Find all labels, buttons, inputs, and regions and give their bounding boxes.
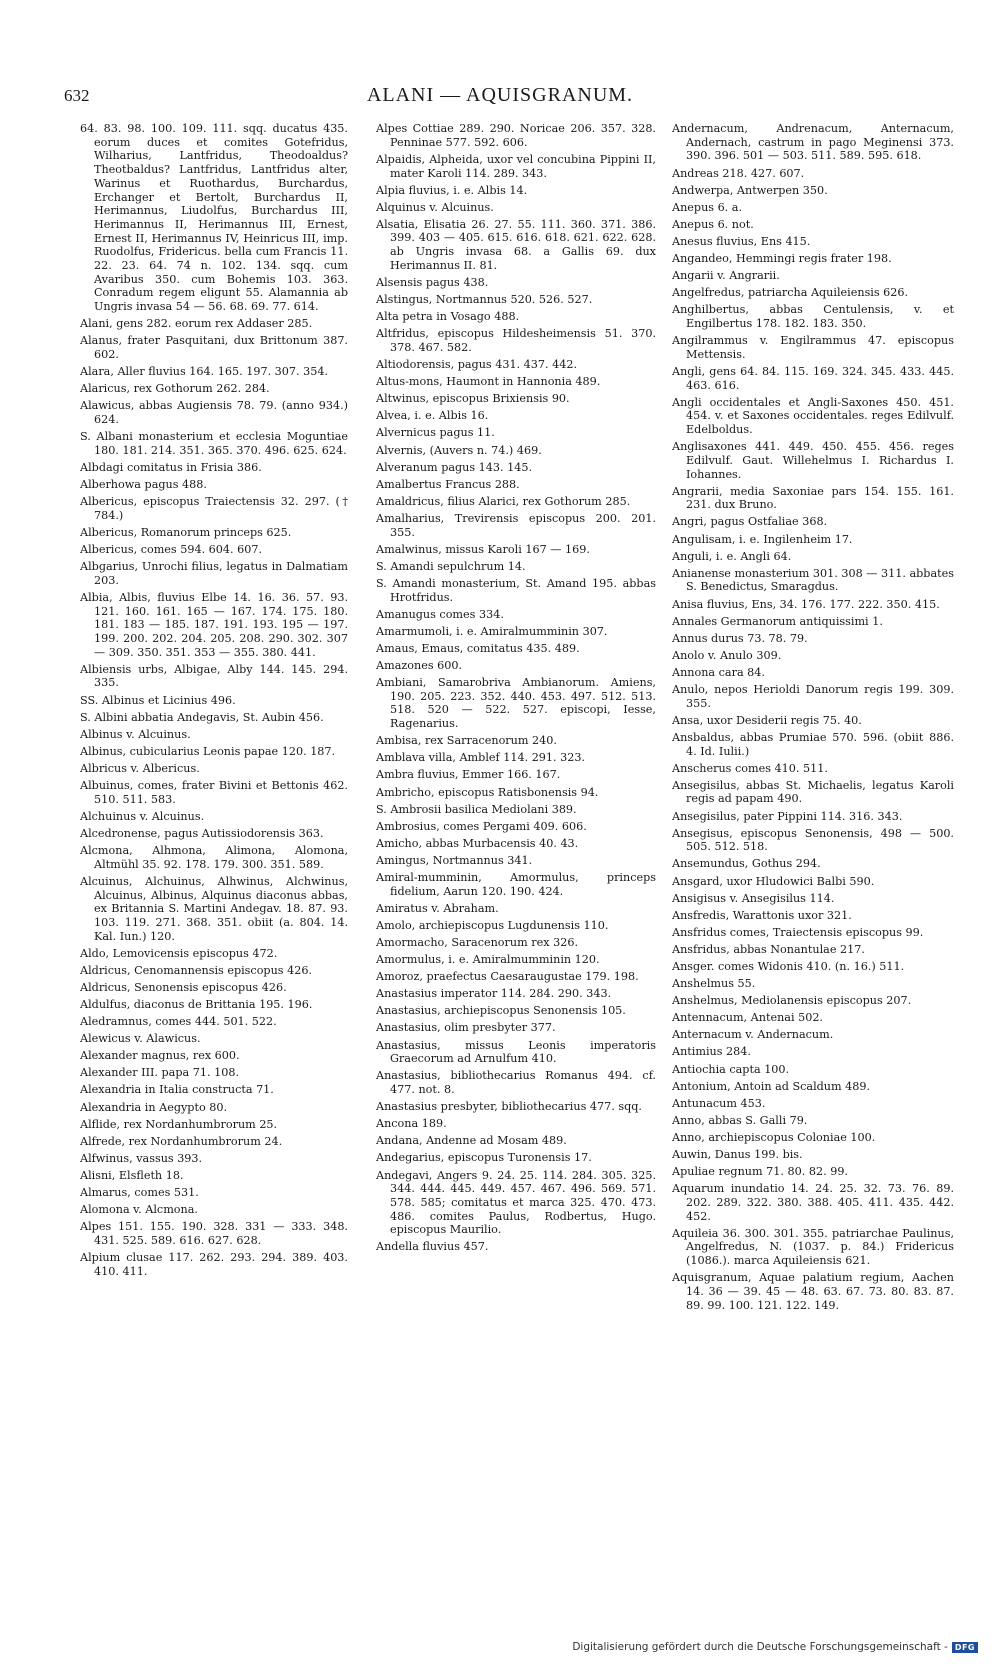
dfg-logo-icon: DFG	[952, 1642, 978, 1653]
index-entry: Auwin, Danus 199. bis.	[672, 1148, 803, 1162]
index-entry: Alaricus, rex Gothorum 262. 284.	[80, 382, 270, 396]
index-entry: SS. Albinus et Licinius 496.	[80, 693, 236, 707]
index-entry: Amazones 600.	[376, 658, 463, 672]
index-entry: Alquinus v. Alcuinus.	[376, 200, 494, 214]
index-entry: Anolo v. Anulo 309.	[672, 648, 782, 662]
index-entry: Aldulfus, diaconus de Brittania 195. 196.	[80, 998, 313, 1012]
index-entry: Anscherus comes 410. 511.	[672, 761, 828, 775]
index-entry: Alberhowa pagus 488.	[80, 478, 207, 491]
index-entry: Alanus, frater Pasquitani, dux Brittonum 387. 602.	[80, 334, 348, 362]
index-entry: Angelfredus, patriarcha Aquileiensis 626.	[672, 286, 909, 300]
index-entry: Ambra fluvius, Emmer 166. 167.	[376, 768, 561, 782]
index-entry: Ansegisilus, abbas St. Michaelis, legatus Karoli regis ad papam 490.	[672, 778, 954, 806]
index-entry: Anguli, i. e. Angli 64.	[672, 549, 792, 563]
index-entry: Ansgard, uxor Hludowici Balbi 590.	[672, 874, 875, 888]
index-entry: Alpia fluvius, i. e. Albis 14.	[376, 183, 528, 197]
index-entry: Alsensis pagus 438.	[376, 275, 489, 289]
index-entry: Albgarius, Unrochi filius, legatus in Dalmatiam 203.	[80, 560, 348, 587]
index-entry: Amblava villa, Amblef 114. 291. 323.	[376, 751, 586, 765]
index-entry: Amalbertus Francus 288.	[376, 477, 520, 491]
index-entry: Alani, gens 282. eorum rex Addaser 285.	[80, 317, 313, 331]
index-entry: Aldricus, Cenomannensis episcopus 426.	[80, 963, 312, 977]
index-entry: Altiodorensis, pagus 431. 437. 442.	[376, 358, 578, 372]
index-entry: Alchuinus v. Alcuinus.	[80, 809, 205, 823]
index-entry: Alpes Cottiae 289. 290. Noricae 206. 357. 328. Penninae 577. 592. 606.	[376, 122, 656, 149]
index-entry: Alfrede, rex Nordanhumbrorum 24.	[80, 1134, 283, 1148]
index-entry: Ambricho, episcopus Ratisbonensis 94.	[376, 785, 599, 799]
index-entry: Ansa, uxor Desiderii regis 75. 40.	[672, 713, 862, 727]
index-entry: Alflide, rex Nordanhumbrorum 25.	[80, 1117, 278, 1131]
index-entry: Anepus 6. a.	[672, 200, 743, 214]
index-entry: Ansigisus v. Ansegisilus 114.	[672, 891, 835, 905]
index-entry: Ansfridus comes, Traiectensis episcopus 99.	[672, 925, 924, 939]
index-entry: Alpaidis, Alpheida, uxor vel concubina Pippini II, mater Karoli 114. 289. 343.	[376, 152, 656, 180]
index-entry: Annales Germanorum antiquissimi 1.	[672, 614, 883, 628]
index-column-1	[80, 122, 348, 1282]
running-head-title: ALANI — AQUISGRANUM.	[366, 84, 634, 106]
index-entry: Anastasius imperator 114. 284. 290. 343.	[376, 987, 612, 1001]
index-entry: Aldo, Lemovicensis episcopus 472.	[80, 946, 278, 960]
index-entry: Alexander magnus, rex 600.	[80, 1049, 240, 1063]
index-entry: Albia, Albis, fluvius Elbe 14. 16. 36. 57. 93. 121. 160. 161. 165 — 167. 174. 175. 180. 181. 183 — 185. 187. 191. 193. 195 — 197. 199. 200. 202. 204. 205. 208. 290. 302. 307 — 309. 350. 351. 353 — 355. 380. 441.	[80, 590, 348, 659]
index-entry: Albericus, comes 594. 604. 607.	[80, 542, 263, 556]
index-entry: Amormacho, Saracenorum rex 326.	[376, 936, 579, 949]
index-entry: Anglisaxones 441. 449. 450. 455. 456. reges Edilvulf. Gaut. Willehelmus I. Richardus I. Iohannes.	[672, 440, 954, 481]
index-entry: Amicho, abbas Murbacensis 40. 43.	[376, 836, 579, 850]
index-entry: Alsatia, Elisatia 26. 27. 55. 111. 360. 371. 386. 399. 403 — 405. 615. 616. 618. 621. 622. 628. ab Ungris invasa 68. a Gallis 69. dux Herimannus II. 81.	[376, 217, 656, 272]
index-entry: Anisa fluvius, Ens, 34. 176. 177. 222. 350. 415.	[672, 597, 940, 611]
index-entry: Amaus, Emaus, comitatus 435. 489.	[376, 641, 580, 655]
index-entry: S. Albani monasterium et ecclesia Moguntiae 180. 181. 214. 351. 365. 370. 496. 625. 624.	[80, 430, 348, 457]
index-entry: Ambisa, rex Sarracenorum 240.	[376, 734, 557, 748]
index-entry: Amiratus v. Abraham.	[376, 901, 499, 915]
index-entry: Angilrammus v. Engilrammus 47. episcopus Mettensis.	[672, 334, 954, 361]
index-entry: Annona cara 84.	[672, 665, 765, 679]
footer-credit	[572, 1641, 978, 1653]
index-entry: Amingus, Nortmannus 341.	[376, 853, 533, 867]
index-entry: Almarus, comes 531.	[80, 1186, 199, 1200]
index-entry: Alvernis, (Auvers n. 74.) 469.	[376, 443, 542, 457]
index-entry: Albinus, cubicularius Leonis papae 120. 187.	[80, 744, 336, 758]
index-entry: Albricus v. Albericus.	[80, 761, 200, 775]
index-entry: Anastasius, archiepiscopus Senonensis 105.	[376, 1004, 626, 1018]
index-entry: Andella fluvius 457.	[376, 1240, 489, 1254]
index-entry: Anastasius, bibliothecarius Romanus 494. cf. 477. not. 8.	[376, 1069, 656, 1097]
index-entry: Anulo, nepos Herioldi Danorum regis 199. 309. 355.	[672, 682, 954, 710]
index-entry: Alcedronense, pagus Autissiodorensis 363.	[80, 826, 324, 840]
index-entry: Angulisam, i. e. Ingilenheim 17.	[672, 532, 853, 546]
index-entry: Ansbaldus, abbas Prumiae 570. 596. (obiit 886. 4. Id. Iulii.)	[672, 730, 954, 758]
index-entry: Angrarii, media Saxoniae pars 154. 155. 161. 231. dux Bruno.	[672, 484, 954, 512]
index-entry: Alta petra in Vosago 488.	[376, 310, 520, 324]
index-entry: Anianense monasterium 301. 308 — 311. abbates S. Benedictus, Smaragdus.	[672, 566, 954, 594]
index-entry: Anastasius presbyter, bibliothecarius 477. sqq.	[376, 1100, 642, 1114]
index-entry: Alawicus, abbas Augiensis 78. 79. (anno 934.) 624.	[80, 399, 348, 427]
index-entry: Aquarum inundatio 14. 24. 25. 32. 73. 76. 89. 202. 289. 322. 380. 388. 405. 411. 435. 442. 452.	[672, 1182, 954, 1223]
index-entry: Alpes 151. 155. 190. 328. 331 — 333. 348. 431. 525. 589. 616. 627. 628.	[80, 1220, 348, 1247]
index-entry: Amolo, archiepiscopus Lugdunensis 110.	[376, 918, 609, 932]
index-entry: Anesus fluvius, Ens 415.	[672, 234, 811, 248]
index-entry: Anshelmus 55.	[672, 977, 756, 991]
index-entry: Ansger. comes Widonis 410. (n. 16.) 511.	[672, 960, 905, 974]
index-entry: Alexandria in Aegypto 80.	[80, 1100, 228, 1114]
page-number: 632	[64, 86, 90, 105]
index-entry: Amiral-mumminin, Amormulus, princeps fidelium, Aarun 120. 190. 424.	[376, 871, 656, 898]
index-entry: Aldricus, Senonensis episcopus 426.	[80, 980, 287, 994]
index-entry: Amaldricus, filius Alarici, rex Gothorum 285.	[376, 494, 631, 508]
index-entry: Anshelmus, Mediolanensis episcopus 207.	[672, 994, 912, 1008]
index-entry: Alvea, i. e. Albis 16.	[376, 409, 489, 423]
index-entry: Alomona v. Alcmona.	[80, 1203, 198, 1217]
index-entry: Albiensis urbs, Albigae, Alby 144. 145. 294. 335.	[80, 662, 348, 690]
index-entry: Angli, gens 64. 84. 115. 169. 324. 345. 433. 445. 463. 616.	[672, 364, 954, 392]
index-entry: Alara, Aller fluvius 164. 165. 197. 307. 354.	[80, 365, 329, 379]
index-entry: Amoroz, praefectus Caesaraugustae 179. 198.	[376, 970, 639, 984]
index-entry: S. Ambrosii basilica Mediolani 389.	[376, 802, 577, 816]
index-entry: Alcmona, Alhmona, Alimona, Alomona, Altmühl 35. 92. 178. 179. 300. 351. 589.	[80, 844, 348, 871]
index-entry: Antunacum 453.	[672, 1096, 766, 1110]
index-column-2	[376, 122, 656, 1258]
index-entry: Annus durus 73. 78. 79.	[672, 631, 808, 645]
index-entry: Alexandria in Italia constructa 71.	[80, 1083, 274, 1097]
index-entry: Ansemundus, Gothus 294.	[672, 857, 821, 871]
index-entry: Amalwinus, missus Karoli 167 — 169.	[376, 542, 590, 556]
index-entry: Ansegisus, episcopus Senonensis, 498 — 500. 505. 512. 518.	[672, 826, 954, 854]
index-entry: Antonium, Antoin ad Scaldum 489.	[672, 1079, 871, 1093]
index-columns	[0, 122, 1000, 1622]
index-entry: Andegavi, Angers 9. 24. 25. 114. 284. 305. 325. 344. 444. 445. 449. 457. 467. 496. 569. 571. 578. 585; comitatus et marca 325. 470. 473. 486. comites Paulus, Rodbertus, Hugo. episcopus Maurilio.	[376, 1168, 656, 1237]
index-entry: Amanugus comes 334.	[376, 607, 504, 621]
index-entry: Andwerpa, Antwerpen 350.	[672, 183, 828, 197]
index-entry: Anastasius, olim presbyter 377.	[376, 1021, 556, 1035]
index-entry: Andana, Andenne ad Mosam 489.	[376, 1134, 567, 1148]
index-entry: Altwinus, episcopus Brixiensis 90.	[376, 392, 570, 406]
index-entry: Altfridus, episcopus Hildesheimensis 51. 370. 378. 467. 582.	[376, 327, 656, 354]
index-entry: Albericus, Romanorum princeps 625.	[80, 525, 292, 539]
index-entry: Alstingus, Nortmannus 520. 526. 527.	[376, 293, 593, 307]
index-entry: Alfwinus, vassus 393.	[80, 1151, 203, 1165]
index-entry: Alveranum pagus 143. 145.	[376, 460, 533, 474]
index-entry: Angli occidentales et Angli-Saxones 450. 451. 454. v. et Saxones occidentales. reges Edilvulf. Edelboldus.	[672, 395, 954, 437]
index-entry: Aquileia 36. 300. 301. 355. patriarchae Paulinus, Angelfredus, N. (1037. p. 84.) Fridericus (1086.). marca Aquileiensis 621.	[672, 1226, 954, 1268]
index-entry: Alpium clusae 117. 262. 293. 294. 389. 403. 410. 411.	[80, 1251, 348, 1278]
index-entry: Amarmumoli, i. e. Amiralmumminin 307.	[376, 624, 608, 638]
index-entry: Apuliae regnum 71. 80. 82. 99.	[672, 1165, 848, 1179]
index-entry: Alexander III. papa 71. 108.	[80, 1066, 239, 1080]
index-entry: Anastasius, missus Leonis imperatoris Graecorum ad Arnulfum 410.	[376, 1038, 656, 1066]
index-entry: Angandeo, Hemmingi regis frater 198.	[672, 251, 892, 265]
index-entry: Antimius 284.	[672, 1045, 751, 1059]
index-entry: Ambrosius, comes Pergami 409. 606.	[376, 819, 587, 833]
index-entry: Aquisgranum, Aquae palatium regium, Aachen 14. 36 — 39. 45 — 48. 63. 67. 73. 80. 83. 87. 89. 99. 100. 121. 122. 149.	[672, 1271, 954, 1312]
index-entry: Ambiani, Samarobriva Ambianorum. Amiens, 190. 205. 223. 352. 440. 453. 497. 512. 513. 518. 520 — 522. 527. episcopi, Iesse, Ragenarius.	[376, 676, 656, 731]
index-entry: Andegarius, episcopus Turonensis 17.	[376, 1151, 592, 1165]
index-entry: Anternacum v. Andernacum.	[672, 1028, 834, 1042]
index-entry: Albinus v. Alcuinus.	[80, 727, 191, 741]
index-entry: Albericus, episcopus Traiectensis 32. 297. († 784.)	[80, 495, 348, 522]
index-entry: Aledramnus, comes 444. 501. 522.	[80, 1015, 277, 1029]
footer-text: Digitalisierung gefördert durch die Deutsche Forschungsgemeinschaft -	[572, 1641, 948, 1653]
index-entry: Anno, archiepiscopus Coloniae 100.	[672, 1130, 876, 1144]
index-entry: Ancona 189.	[376, 1117, 447, 1131]
index-entry: Ansegisilus, pater Pippini 114. 316. 343.	[672, 809, 903, 823]
index-entry: Alcuinus, Alchuinus, Alhwinus, Alchwinus, Alcuinus, Albinus, Alquinus diaconus abbas, ex Britannia S. Martini Andegav. 18. 87. 93. 103. 119. 271. 368. 351. obiit (a. 804. 14. Kal. Iun.) 120.	[80, 874, 348, 943]
index-entry: Ansfridus, abbas Nonantulae 217.	[672, 942, 865, 956]
index-entry: Albdagi comitatus in Frisia 386.	[80, 460, 262, 474]
index-entry: S. Amandi sepulchrum 14.	[376, 559, 526, 573]
index-entry: Ansfredis, Warattonis uxor 321.	[672, 908, 852, 922]
index-entry: Anno, abbas S. Galli 79.	[672, 1113, 808, 1127]
index-entry: Angri, pagus Ostfaliae 368.	[672, 515, 828, 529]
index-entry: S. Albini abbatia Andegavis, St. Aubin 456.	[80, 710, 324, 724]
index-entry: 64. 83. 98. 100. 109. 111. sqq. ducatus 435. eorum duces et comites Gotefridus, Wilharius, Lantfridus, Theodoaldus? Theotbaldus? Lantfridus, Lantfridus alter, Warinus et Ruothardus, Burchardus, Erchanger et Bertolt, Burchardus II, Herimannus, Liudolfus, Burchardus III, Herimannus II, Herimannus III, Ernest, Ernest II, Herimannus IV, Heinricus III, imp. Ruodolfus, Fridericus. bella cum Francis 11. 22. 23. 64. 74 n. 102. 134. sqq. cum Avaribus 350. cum Bohemis 103. 363. Conradum regem eligunt 55. Alamannia ab Ungris invasa 54 — 56. 68. 69. 77. 614.	[80, 122, 348, 314]
index-entry: S. Amandi monasterium, St. Amand 195. abbas Hrotfridus.	[376, 576, 656, 604]
index-entry: Andreas 218. 427. 607.	[672, 166, 805, 180]
index-column-3	[672, 122, 954, 1316]
index-entry: Antiochia capta 100.	[672, 1062, 790, 1076]
index-entry: Alisni, Elsfleth 18.	[80, 1168, 184, 1182]
index-entry: Alewicus v. Alawicus.	[80, 1032, 201, 1046]
index-entry: Anepus 6. not.	[672, 217, 754, 231]
index-entry: Alvernicus pagus 11.	[376, 426, 495, 440]
index-entry: Anghilbertus, abbas Centulensis, v. et Engilbertus 178. 182. 183. 350.	[672, 303, 954, 330]
index-entry: Andernacum, Andrenacum, Anternacum, Andernach, castrum in pago Meginensi 373. 390. 396. 501 — 503. 511. 589. 595. 618.	[672, 122, 954, 163]
index-entry: Antennacum, Antenai 502.	[672, 1011, 823, 1025]
index-entry: Albuinus, comes, frater Bivini et Bettonis 462. 510. 511. 583.	[80, 779, 348, 806]
index-entry: Amalharius, Trevirensis episcopus 200. 201. 355.	[376, 511, 656, 539]
index-entry: Angarii v. Angrarii.	[672, 269, 780, 283]
index-entry: Amormulus, i. e. Amiralmumminin 120.	[376, 953, 600, 967]
index-entry: Altus-mons, Haumont in Hannonia 489.	[376, 375, 601, 389]
